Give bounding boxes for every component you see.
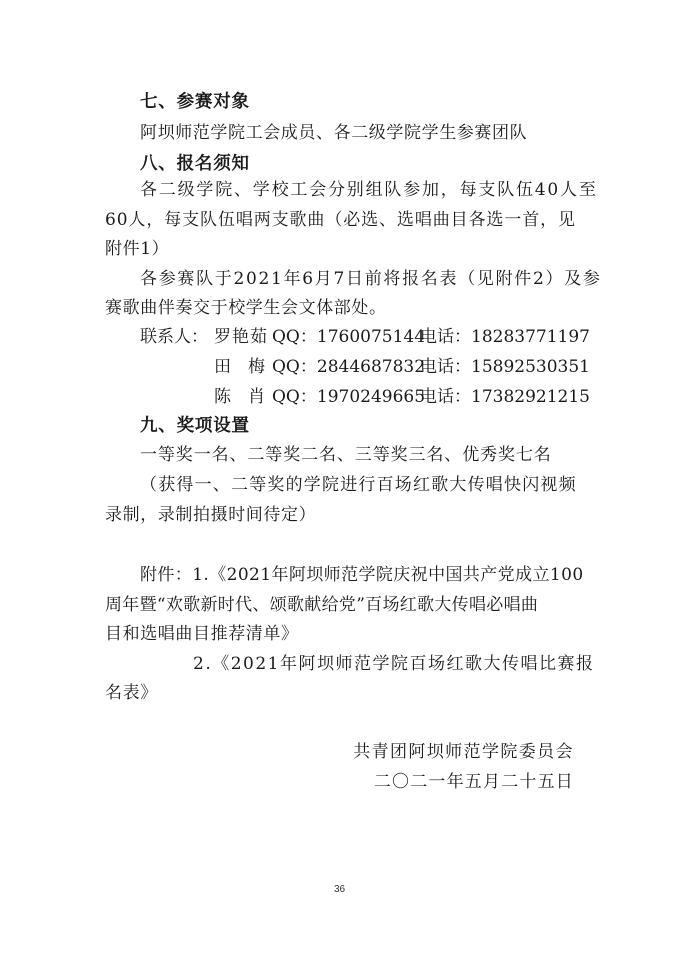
section9-awards: 一等奖一名、二等奖二名、三等奖三名、优秀奖七名 bbox=[140, 445, 552, 465]
attachment2-line2: 名表》 bbox=[105, 683, 158, 703]
contact-name: 陈 肖 bbox=[214, 387, 265, 407]
section7-heading: 七、参赛对象 bbox=[140, 92, 250, 112]
contact-phone: 电话：17382921215 bbox=[420, 387, 590, 407]
contact-row bbox=[0, 385, 679, 409]
section8-para1-line1: 各二级学院、学校工会分别组队参加，每支队伍40人至 bbox=[140, 180, 598, 200]
contact-phone: 电话：15892530351 bbox=[420, 357, 590, 377]
attachment1-line3: 目和选唱曲目推荐清单》 bbox=[105, 624, 299, 644]
page-number: 36 bbox=[333, 884, 346, 895]
signature-date: 二〇二一年五月二十五日 bbox=[373, 772, 574, 792]
contact-name: 田 梅 bbox=[214, 357, 265, 377]
contact-qq: QQ：1760075144 bbox=[272, 327, 426, 347]
contact-phone: 电话：18283771197 bbox=[420, 327, 590, 347]
section8-heading: 八、报名须知 bbox=[140, 154, 250, 174]
section7-text: 阿坝师范学院工会成员、各二级学院学生参赛团队 bbox=[140, 123, 528, 143]
attachment1-line2: 周年暨“欢歌新时代、颂歌献给党”百场红歌大传唱必唱曲 bbox=[105, 595, 539, 615]
attachment2-line1: 2.《2021年阿坝师范学院百场红歌大传唱比赛报 bbox=[193, 654, 595, 674]
attachment1-line1: 附件：1.《2021年阿坝师范学院庆祝中国共产党成立100 bbox=[140, 565, 584, 585]
contact-row bbox=[0, 355, 679, 379]
section8-para2-line1: 各参赛队于2021年6月7日前将报名表（见附件2）及参 bbox=[140, 269, 602, 289]
section8-para1-line2: 60人，每支队伍唱两支歌曲（必选、选唱曲目各选一首，见 bbox=[105, 210, 576, 230]
signature-org: 共青团阿坝师范学院委员会 bbox=[353, 742, 574, 762]
section9-heading: 九、奖项设置 bbox=[140, 416, 250, 436]
contact-row bbox=[0, 325, 679, 349]
contact-qq: QQ：2844687832 bbox=[272, 357, 426, 377]
section9-note-line1: （获得一、二等奖的学院进行百场红歌大传唱快闪视频 bbox=[140, 475, 577, 495]
contact-label: 联系人： bbox=[140, 327, 208, 347]
section8-para2-line2: 赛歌曲伴奏交于校学生会文体部处。 bbox=[105, 298, 387, 318]
contact-name: 罗艳茹 bbox=[214, 327, 268, 347]
contact-qq: QQ：1970249665 bbox=[272, 387, 426, 407]
section8-para1-line3: 附件1） bbox=[105, 239, 170, 259]
section9-note-line2: 录制，录制拍摄时间待定） bbox=[105, 505, 317, 525]
